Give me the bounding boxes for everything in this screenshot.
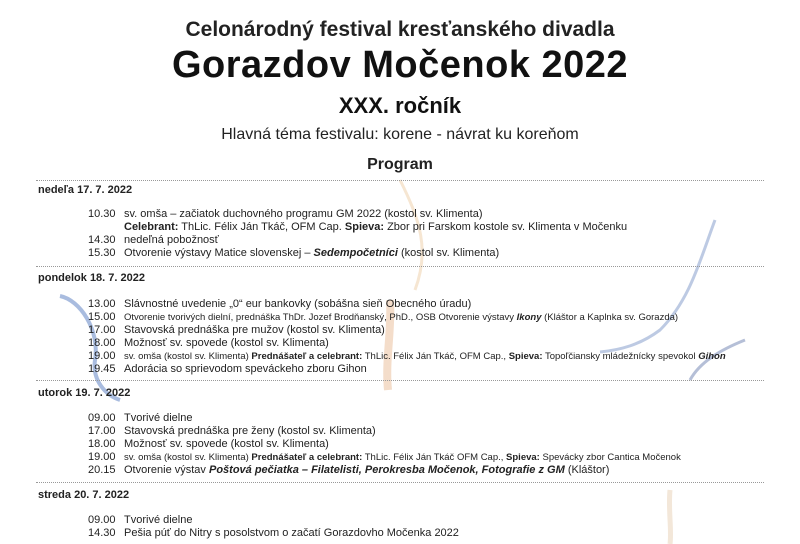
- schedule-item: 09.00 Tvorivé dielne: [88, 412, 193, 424]
- day-heading: utorok 19. 7. 2022: [38, 387, 131, 399]
- program-heading: Program: [367, 156, 433, 173]
- schedule-item: 09.00 Tvorivé dielne: [88, 514, 193, 526]
- schedule-item: 18.00 Možnosť sv. spovede (kostol sv. Klimenta): [88, 438, 329, 450]
- day-heading: pondelok 18. 7. 2022: [38, 272, 145, 284]
- festival-theme: Hlavná téma festivalu: korene - návrat ku koreňom: [221, 126, 579, 143]
- schedule-item: 15.00 Otvorenie tvorivých dielní, prednáška ThDr. Jozef Brodňanský, PhD., OSB Otvorenie výstavy Ikony (Kláštor a Kaplnka sv. Gorazda): [88, 311, 679, 323]
- schedule-item: 20.15 Otvorenie výstav Poštová pečiatka – Filatelisti, Perokresba Močenok, Fotografie z GM (Kláštor): [88, 464, 610, 476]
- divider: [36, 180, 764, 181]
- schedule-item: 10.30 sv. omša – začiatok duchovného programu GM 2022 (kostol sv. Klimenta): [88, 208, 483, 220]
- schedule-item: 17.00 Stavovská prednáška pre mužov (kostol sv. Klimenta): [88, 324, 385, 336]
- schedule-item-detail: Celebrant: ThLic. Félix Ján Tkáč, OFM Cap. Spieva: Zbor pri Farskom kostole sv. Klimenta v Močenku: [124, 221, 628, 233]
- schedule-item: 18.00 Možnosť sv. spovede (kostol sv. Klimenta): [88, 337, 329, 349]
- schedule-item: 19.45 Adorácia so sprievodom speváckeho zboru Gihon: [88, 363, 367, 375]
- day-heading: nedeľa 17. 7. 2022: [38, 184, 133, 196]
- schedule-item: 15.30 Otvorenie výstavy Matice slovenskej – Sedempočetníci (kostol sv. Klimenta): [88, 247, 500, 259]
- day-heading: streda 20. 7. 2022: [38, 489, 130, 501]
- root-stroke-orange: [400, 180, 422, 290]
- schedule-item: 19.00 sv. omša (kostol sv. Klimenta) Prednášateľ a celebrant: ThLic. Félix Ján Tkáč, OFM Cap., Spieva: Topoľčiansky mládežnícky spevokol Gihon: [88, 350, 726, 362]
- root-stroke-right: [600, 220, 715, 352]
- schedule-item: 19.00 sv. omša (kostol sv. Klimenta) Prednášateľ a celebrant: ThLic. Félix Ján Tkáč OFM Cap., Spieva: Spevácky zbor Cantica Močenok: [88, 451, 681, 463]
- schedule-item: 14.30 Pešia púť do Nitry s posolstvom o začatí Gorazdovho Močenka 2022: [88, 527, 459, 539]
- schedule-item: 13.00 Slávnostné uvedenie „0“ eur bankovky (sobášna sieň Obecného úradu): [88, 298, 472, 310]
- festival-title: Gorazdov Močenok 2022: [171, 44, 629, 86]
- schedule-item: 17.00 Stavovská prednáška pre ženy (kostol sv. Klimenta): [88, 425, 376, 437]
- divider: [36, 482, 764, 483]
- schedule-item: 14.30 nedeľná pobožnosť: [88, 234, 219, 246]
- root-stroke-bottom: [669, 490, 670, 544]
- divider: [36, 266, 764, 267]
- divider: [36, 380, 764, 381]
- festival-edition: XXX. ročník: [338, 93, 462, 118]
- festival-subtitle: Celonárodný festival kresťanského divadla: [185, 18, 615, 41]
